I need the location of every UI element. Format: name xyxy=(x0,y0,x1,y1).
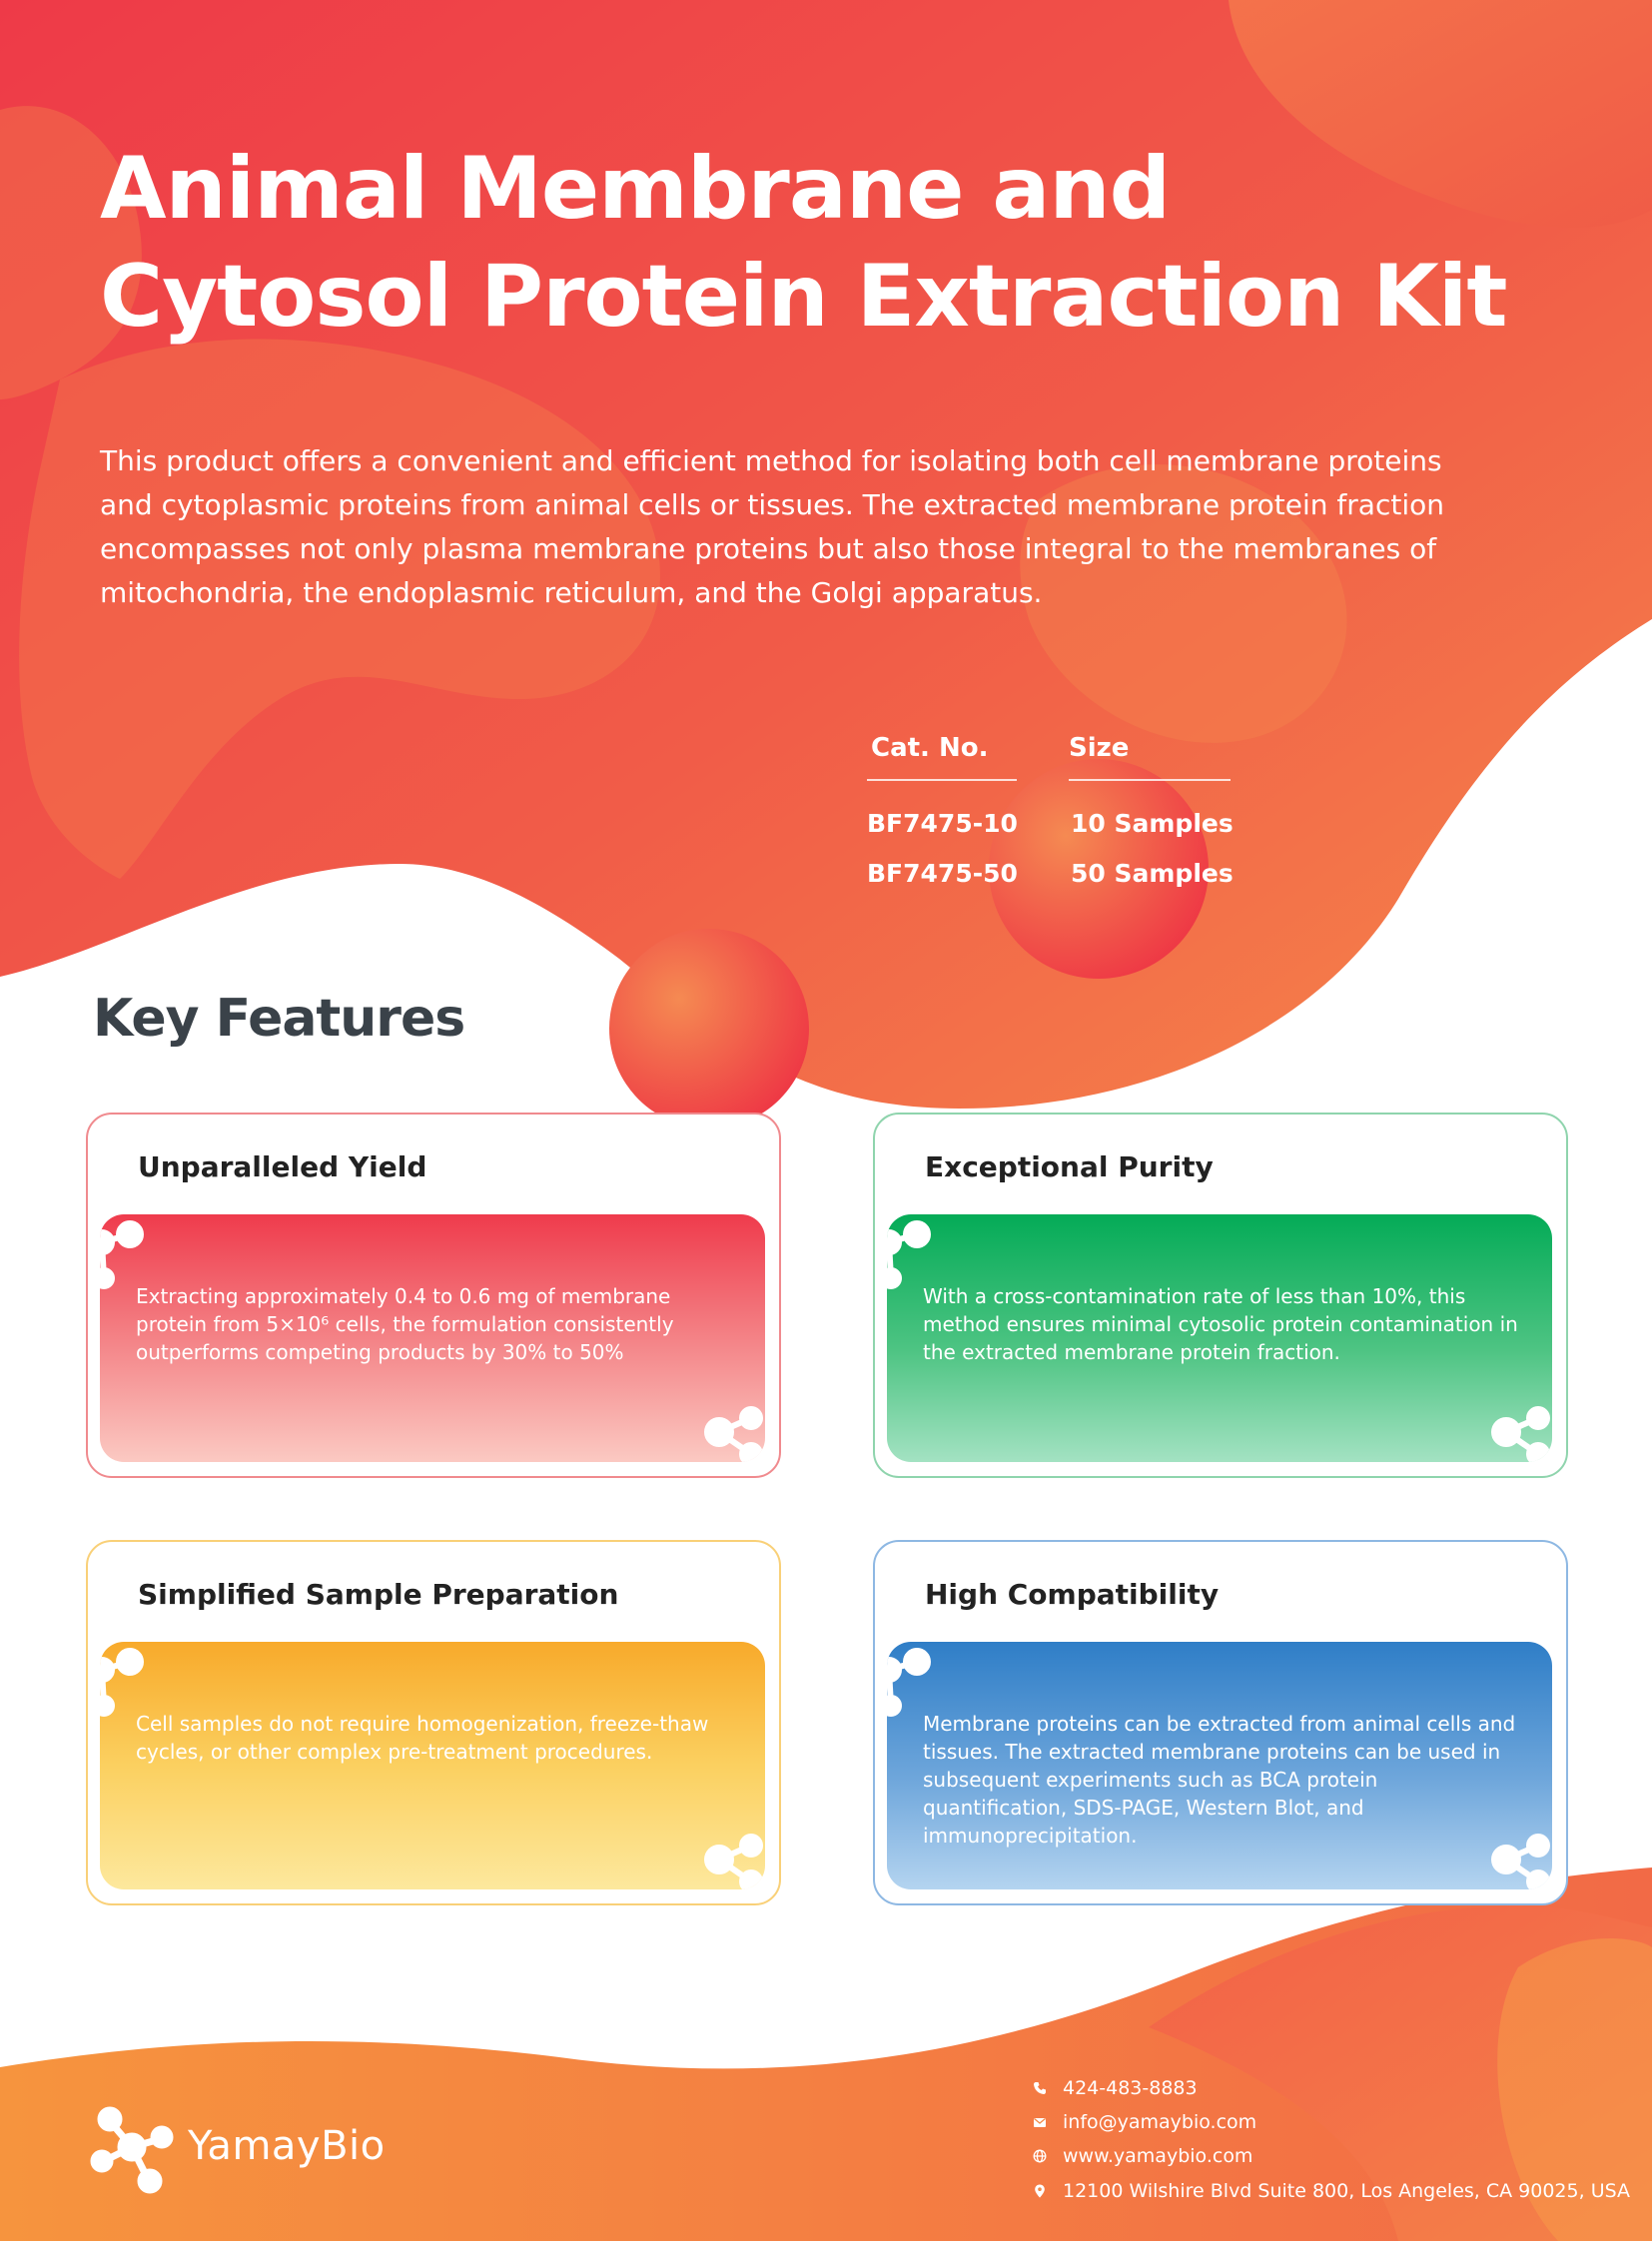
product-description: This product offers a convenient and efficient method for isolating both cell membrane proteins and cytoplasmic proteins from animal cells or tissues. The extracted membrane protein fraction encompasses not only plasma membrane proteins but also those integral to the membranes of mitochondria, the endoplasmic reticulum, and the Golgi apparatus. xyxy=(100,444,1444,609)
feature-card-yield xyxy=(86,1113,781,1478)
feature-body xyxy=(887,1642,1552,1889)
phone-text[interactable]: 424-483-8883 xyxy=(1063,2077,1198,2099)
brand-name: YamayBio xyxy=(188,2123,386,2169)
email-icon xyxy=(1033,2115,1047,2129)
cat-no-divider xyxy=(867,779,1017,781)
contact-phone xyxy=(1033,2077,1198,2099)
molecule-icon xyxy=(100,1214,172,1292)
feature-title: High Compatibility xyxy=(925,1578,1220,1611)
title-line-2: Cytosol Protein Extraction Kit xyxy=(100,247,1507,347)
table-row-1-size: 10 Samples xyxy=(1071,809,1234,838)
molecule-icon xyxy=(887,1214,959,1292)
feature-text: Membrane proteins can be extracted from animal cells and tissues. The extracted membrane proteins can be used in subsequent experiments such as BCA protein quantification, SDS-PAGE, Western Blot, and immunoprecipitation. xyxy=(923,1712,1516,1848)
title-line-1: Animal Membrane and xyxy=(100,139,1171,239)
feature-card-purity xyxy=(873,1113,1568,1478)
email-text[interactable]: info@yamaybio.com xyxy=(1063,2111,1257,2133)
address-text: 12100 Wilshire Blvd Suite 800, Los Angeles, CA 90025, USA xyxy=(1063,2180,1631,2202)
molecule-icon xyxy=(100,1642,172,1720)
feature-text: With a cross-contamination rate of less than 10%, this method ensures minimal cytosolic protein contamination in the extracted membrane protein fraction. xyxy=(923,1284,1518,1364)
yamaybio-logo-icon xyxy=(88,2101,188,2197)
size-header: Size xyxy=(1069,733,1130,763)
feature-body xyxy=(100,1642,765,1889)
page-title xyxy=(100,135,1578,351)
location-pin-icon xyxy=(1033,2184,1047,2198)
molecule-icon xyxy=(691,1816,765,1889)
molecule-icon xyxy=(1478,1388,1552,1462)
globe-icon xyxy=(1033,2149,1047,2163)
phone-icon xyxy=(1033,2081,1047,2095)
feature-title: Simplified Sample Preparation xyxy=(138,1578,619,1611)
key-features-heading: Key Features xyxy=(93,989,465,1049)
contact-address xyxy=(1033,2180,1630,2202)
feature-body xyxy=(100,1214,765,1462)
feature-card-preparation xyxy=(86,1540,781,1905)
molecule-icon xyxy=(1478,1816,1552,1889)
feature-text: Extracting approximately 0.4 to 0.6 mg of membrane protein from 5×10⁶ cells, the formulation consistently outperforms competing products by 30% to 50% xyxy=(136,1284,674,1364)
cat-no-header: Cat. No. xyxy=(871,733,989,763)
molecule-icon xyxy=(691,1388,765,1462)
table-row-2-size: 50 Samples xyxy=(1071,859,1234,888)
contact-email xyxy=(1033,2111,1256,2133)
website-text[interactable]: www.yamaybio.com xyxy=(1063,2145,1253,2167)
feature-title: Exceptional Purity xyxy=(925,1150,1214,1183)
feature-card-compatibility xyxy=(873,1540,1568,1905)
contact-website xyxy=(1033,2145,1252,2167)
table-row-1-cat: BF7475-10 xyxy=(867,809,1018,838)
feature-body xyxy=(887,1214,1552,1462)
feature-title: Unparalleled Yield xyxy=(138,1150,427,1183)
size-divider xyxy=(1069,779,1231,781)
molecule-icon xyxy=(887,1642,959,1720)
table-row-2-cat: BF7475-50 xyxy=(867,859,1018,888)
feature-text: Cell samples do not require homogenization, freeze-thaw cycles, or other complex pre-treatment procedures. xyxy=(136,1712,709,1764)
